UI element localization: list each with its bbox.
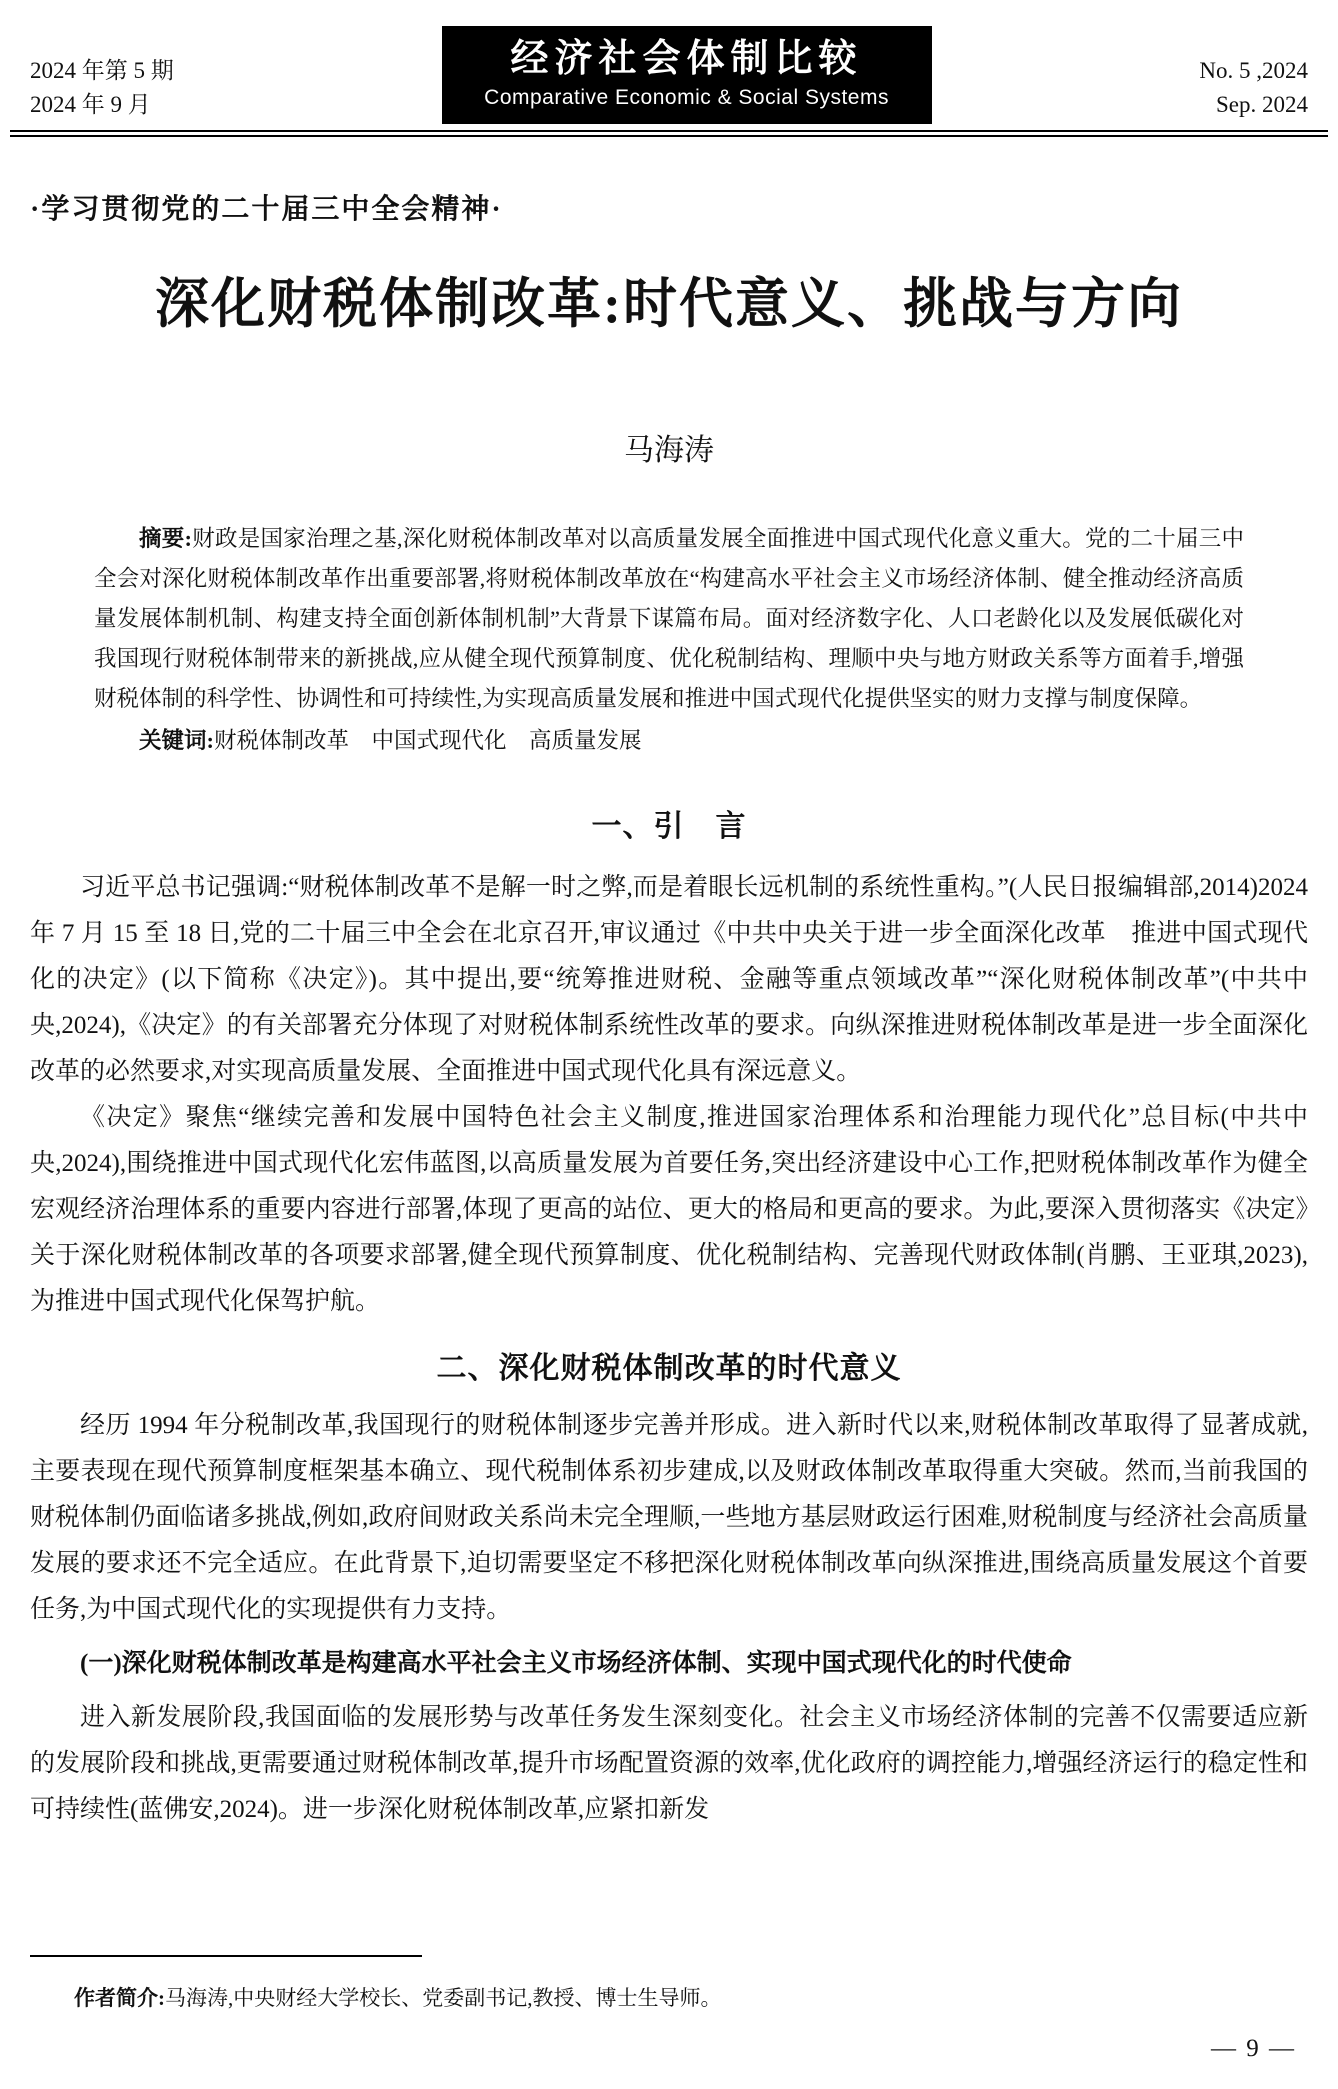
- journal-title-chinese: 经济社会体制比较: [510, 38, 863, 80]
- keywords-label: 关键词:: [139, 728, 214, 754]
- abstract-block: [94, 519, 1244, 761]
- issue-number-cn: 2024 年第 5 期: [30, 58, 174, 83]
- author-bio-label: 作者简介:: [74, 1986, 165, 2010]
- keywords-line: [94, 721, 1244, 761]
- abstract-paragraph: [94, 519, 1244, 719]
- page-footer: [30, 1941, 1308, 2063]
- journal-title-english: Comparative Economic & Social Systems: [484, 86, 889, 109]
- section-heading-2: 二、深化财税体制改革的时代意义: [436, 1352, 902, 1386]
- issue-date-en: Sep. 2024: [1216, 92, 1308, 117]
- section-heading-1: 一、引 言: [591, 810, 747, 844]
- subsection-heading-1: (一)深化财税体制改革是构建高水平社会主义市场经济体制、实现中国式现代化的时代使命: [80, 1650, 1072, 1678]
- masthead-issue-cn: [30, 22, 174, 124]
- author-bio-text: 马海涛,中央财经大学校长、党委副书记,教授、博士生导师。: [165, 1986, 722, 2010]
- abstract-label: 摘要:: [139, 526, 192, 552]
- footnote-divider: [30, 1955, 422, 1957]
- body-paragraph-1: 习近平总书记强调:“财税体制改革不是解一时之弊,而是着眼长远机制的系统性重构。”(人民日报编辑部,2014)2024 年 7 月 15 至 18 日,党的二十届三中全会在北京召开,审议通过《中共中央关于进一步全面深化改革 推进中国式现代化的决定》(以下简称《决定》)。其中提出,要“统筹推进财税、金融等重点领域改革”“深化财税体制改革”(中共中央,2024),《决定》的有关部署充分体现了对财税体制系统性改革的要求。向纵深推进财税体制改革是进一步全面深化改革的必然要求,对实现高质量发展、全面推进中国式现代化具有深远意义。: [30, 874, 1308, 1086]
- keywords-text: 财税体制改革 中国式现代化 高质量发展: [214, 728, 642, 754]
- column-label: ·学习贯彻党的二十届三中全会精神·: [30, 194, 503, 225]
- journal-masthead: [30, 22, 1308, 124]
- body-paragraph-3: 经历 1994 年分税制改革,我国现行的财税体制逐步完善并形成。进入新时代以来,财税体制改革取得了显著成就,主要表现在现代预算制度框架基本确立、现代税制体系初步建成,以及财政体制改革取得重大突破。然而,当前我国的财税体制仍面临诸多挑战,例如,政府间财政关系尚未完全理顺,一些地方基层财政运行困难,财税制度与经济社会高质量发展的要求还不完全适应。在此背景下,迫切需要坚定不移把深化财税体制改革向纵深推进,围绕高质量发展这个首要任务,为中国式现代化的实现提供有力支持。: [30, 1412, 1308, 1624]
- article-title: 深化财税体制改革:时代意义、挑战与方向: [155, 274, 1183, 334]
- masthead-issue-en: [1199, 22, 1308, 124]
- article-author: 马海涛: [624, 434, 714, 468]
- header-divider: [10, 130, 1328, 137]
- body-paragraph-2: 《决定》聚焦“继续完善和发展中国特色社会主义制度,推进国家治理体系和治理能力现代化”总目标(中共中央,2024),围绕推进中国式现代化宏伟蓝图,以高质量发展为首要任务,突出经济建设中心工作,把财税体制改革作为健全宏观经济治理体系的重要内容进行部署,体现了更高的站位、更大的格局和更高的要求。为此,要深入贯彻落实《决定》关于深化财税体制改革的各项要求部署,健全现代预算制度、优化税制结构、完善现代财政体制(肖鹏、王亚琪,2023),为推进中国式现代化保驾护航。: [30, 1104, 1308, 1316]
- issue-date-cn: 2024 年 9 月: [30, 92, 151, 117]
- body-paragraph-4: 进入新发展阶段,我国面临的发展形势与改革任务发生深刻变化。社会主义市场经济体制的完善不仅需要适应新的发展阶段和挑战,更需要通过财税体制改革,提升市场配置资源的效率,优化政府的调控能力,增强经济运行的稳定性和可持续性(蓝佛安,2024)。进一步深化财税体制改革,应紧扣新发: [30, 1704, 1308, 1824]
- journal-title-box: [442, 26, 932, 124]
- abstract-text: 财政是国家治理之基,深化财税体制改革对以高质量发展全面推进中国式现代化意义重大。党的二十届三中全会对深化财税体制改革作出重要部署,将财税体制改革放在“构建高水平社会主义市场经济体制、健全推动经济高质量发展体制机制、构建支持全面创新体制机制”大背景下谋篇布局。面对经济数字化、人口老龄化以及发展低碳化对我国现行财税体制带来的新挑战,应从健全现代预算制度、优化税制结构、理顺中央与地方财政关系等方面着手,增强财税体制的科学性、协调性和可持续性,为实现高质量发展和推进中国式现代化提供坚实的财力支撑与制度保障。: [94, 526, 1244, 712]
- author-bio: [30, 1983, 1308, 2013]
- issue-number-en: No. 5 ,2024: [1199, 58, 1308, 83]
- page-number: — 9 —: [1211, 2035, 1296, 2062]
